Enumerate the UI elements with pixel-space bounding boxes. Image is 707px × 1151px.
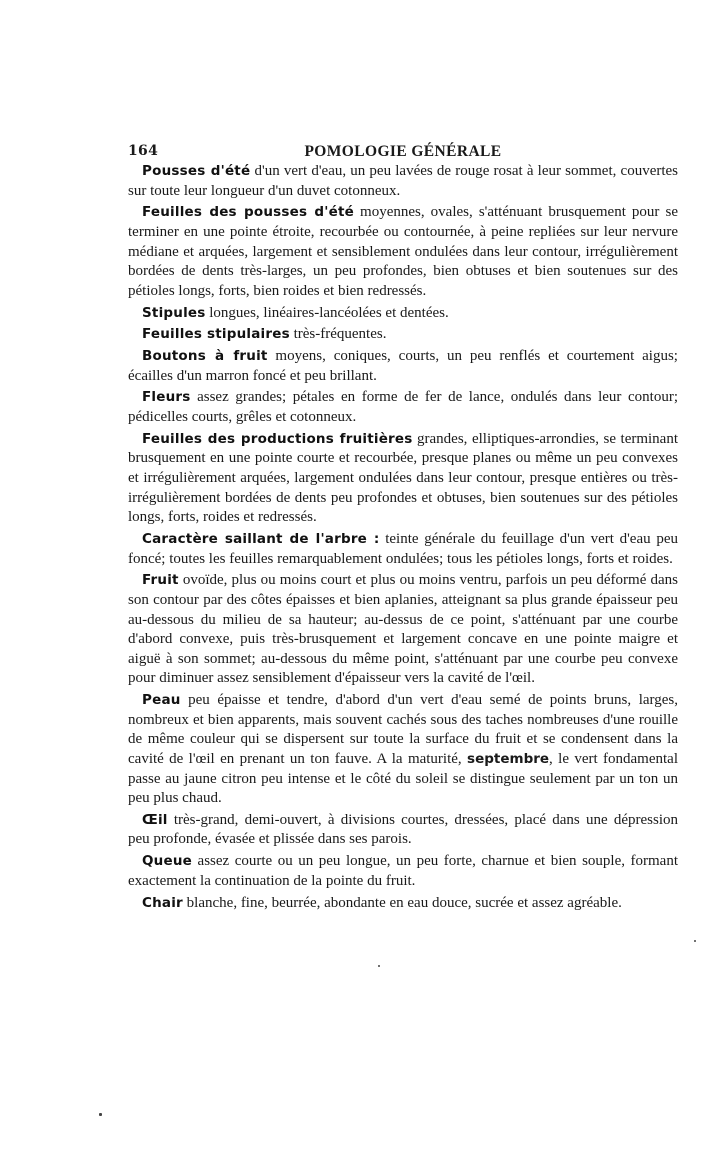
- paragraph-text: peu épaisse et tendre, d'abord d'un vert d'eau semé de points bruns, larges, nombreux et bien apparents, mais souvent cachés sous des taches nombreuses d'une rouille de même couleur qui se dispersent sur toute la surface du fruit et se condensent dans la cavité de l'œil en prenant un ton fauve. A la maturité,: [128, 692, 678, 767]
- scan-speck: [378, 965, 380, 967]
- paragraph-text: assez grandes; pétales en forme de fer de lance, ondulés dans leur contour; pédicelles courts, grêles et cotonneux.: [128, 389, 678, 426]
- paragraph-text: grandes, elliptiques-arrondies, se terminant brusquement en une pointe courte et recourbée, presque planes ou même un peu convexes et irrégulièrement arquées, largement ondulées dans leur contour, presque entières ou très-irrégulièrement bordées de dents peu profondes et obtuses, bien soutenues sur des pétioles longs, forts, roides et redressés.: [128, 430, 679, 526]
- term-heading: Boutons à fruit: [142, 348, 268, 365]
- running-title: POMOLOGIE GÉNÉRALE: [304, 143, 502, 160]
- paragraph-feuilles-stipulaires: [128, 325, 678, 345]
- term-heading: Pousses d'été: [142, 163, 251, 179]
- paragraph-peau: [128, 691, 678, 809]
- paragraph-chair: [128, 894, 678, 914]
- paragraph-fleurs: [128, 388, 678, 427]
- scan-speck: [99, 1113, 102, 1116]
- paragraph-caractere-arbre: [128, 530, 678, 569]
- paragraph-pousses-ete: [128, 162, 678, 201]
- scan-speck: [694, 940, 696, 942]
- paragraph-text: teinte générale du feuillage d'un vert d'eau peu foncé; toutes les feuilles remarquablement ondulées; tous les pétioles longs, forts et roides.: [128, 531, 678, 567]
- term-heading: Peau: [142, 692, 181, 709]
- paragraph-text: très-fréquentes.: [289, 326, 387, 343]
- paragraph-text: assez courte ou un peu longue, un peu forte, charnue et bien souple, formant exactement la continuation de la pointe du fruit.: [128, 853, 678, 889]
- paragraph-text: très-grand, demi-ouvert, à divisions courtes, dressées, placé dans une dépression peu profonde, évasée et plissée dans ses parois.: [128, 811, 678, 848]
- paragraph-feuilles-productions: [128, 430, 678, 528]
- body-text: [128, 162, 678, 913]
- paragraph-text: ovoïde, plus ou moins court et plus ou moins ventru, parfois un peu déformé dans son contour par des côtes épaisses et bien aplanies, atteignant sa plus grande épaisseur peu au-dessous du milieu de sa hauteur; au-dessus de ce point, s'atténuant par une courbe d'abord convexe, puis très-brusquement et largement concave en une pointe maigre et aiguë à son sommet; au-dessous du même point, s'atténuant par une courbe peu convexe pour diminuer assez sensiblement d'épaisseur vers la cavité de l'œil.: [128, 572, 678, 687]
- term-heading: Feuilles stipulaires: [142, 326, 290, 343]
- paragraph-text: moyens, coniques, courts, un peu renflés et courtement aigus; écailles d'un marron foncé et peu brillant.: [128, 348, 678, 384]
- term-heading: Feuilles des productions fruitières: [142, 430, 413, 447]
- paragraph-boutons-fruit: [128, 347, 678, 386]
- term-heading: Chair: [142, 894, 183, 911]
- paragraph-text: moyennes, ovales, s'atténuant brusquement pour se terminer en une pointe étroite, recourbée ou contournée, à peine repliées sur leur nervure médiane et arquées, largement et sensiblement ondulées dans leur contour, irrégulièrement bordées de dents très-larges, un peu profondes, bien obtuses et bien soutenues sur des pétioles longs, forts, bien roides et bien redressés.: [128, 204, 678, 299]
- paragraph-text: d'un vert d'eau, un peu lavées de rouge rosat à leur sommet, couvertes sur toute leur longueur d'un duvet cotonneux.: [128, 163, 679, 199]
- term-heading: Fleurs: [142, 389, 191, 406]
- paragraph-stipules: [128, 304, 678, 324]
- term-heading: Feuilles des pousses d'été: [142, 204, 354, 221]
- page-number: 164: [128, 143, 159, 159]
- term-heading: Fruit: [142, 572, 179, 589]
- paragraph-oeil: [128, 811, 678, 850]
- paragraph-feuilles-pousses: [128, 203, 678, 301]
- paragraph-fruit: [128, 571, 678, 689]
- term-heading: Queue: [142, 853, 193, 870]
- term-heading: Stipules: [142, 304, 206, 321]
- term-heading: Caractère saillant de l'arbre :: [142, 531, 380, 547]
- running-head: [128, 140, 678, 162]
- paragraph-text: blanche, fine, beurrée, abondante en eau douce, sucrée et assez agréable.: [182, 894, 622, 911]
- paragraph-text: , le vert fondamental passe au jaune citron peu intense et le côté du soleil se distingue seulement par un ton un peu plus chaud.: [128, 750, 678, 807]
- paragraph-queue: [128, 852, 678, 891]
- maturity-month: septembre: [467, 750, 550, 767]
- paragraph-text: longues, linéaires-lancéolées et dentées.: [205, 304, 449, 321]
- term-heading: Œil: [142, 811, 168, 828]
- book-page: [128, 140, 678, 915]
